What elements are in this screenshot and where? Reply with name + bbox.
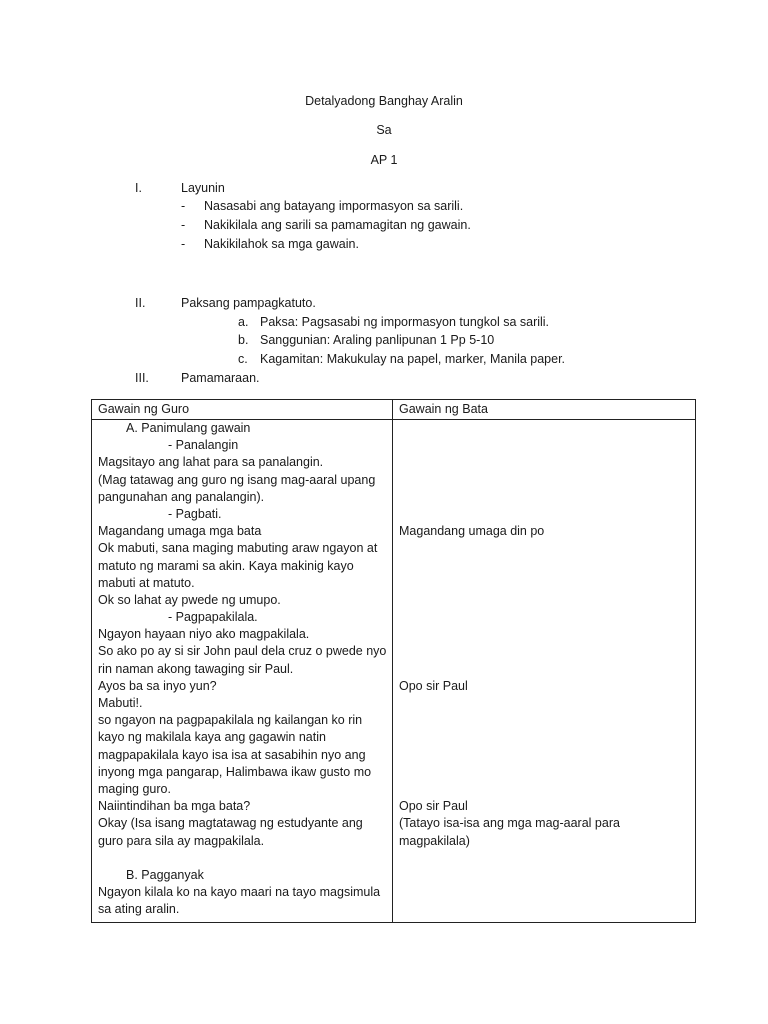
teacher-line: rin naman akong tawaging sir Paul. — [98, 661, 294, 676]
document-title: Detalyadong Banghay Aralin — [305, 94, 463, 108]
bullet-dash: - — [181, 237, 186, 251]
blank-line — [399, 764, 689, 781]
section-1-numeral: I. — [135, 181, 142, 195]
student-line: magpakilala) — [399, 833, 470, 848]
teacher-line: Ngayon hayaan niyo ako magpakilala. — [98, 627, 310, 642]
student-activities-cell — [393, 420, 696, 923]
section-2-numeral: II. — [135, 296, 146, 310]
list-marker: b. — [238, 333, 249, 347]
teacher-line: Naiintindihan ba mga bata? — [98, 799, 251, 814]
reference-item: Sanggunian: Araling panlipunan 1 Pp 5-10 — [260, 333, 495, 347]
blank-line — [399, 437, 689, 454]
teacher-line: - Panalangin — [168, 438, 239, 453]
blank-line — [399, 558, 689, 575]
teacher-line: Ayos ba sa inyo yun? — [98, 678, 217, 693]
teacher-line: Ok so lahat ay pwede ng umupo. — [98, 592, 281, 607]
blank-line — [399, 472, 689, 489]
blank-line — [399, 867, 689, 884]
blank-line — [399, 540, 689, 557]
objective-item: Nakikilala ang sarili sa pamamagitan ng gawain. — [204, 218, 471, 232]
student-column-header: Gawain ng Bata — [393, 400, 696, 420]
section-1-heading: Layunin — [181, 181, 225, 195]
blank-line — [399, 592, 689, 609]
teacher-line: A. Panimulang gawain — [126, 421, 251, 435]
blank-line — [399, 661, 689, 678]
teacher-line: - Pagpapakilala. — [168, 610, 258, 625]
teacher-line: mabuti at matuto. — [98, 575, 195, 590]
teacher-line: - Pagbati. — [168, 506, 222, 521]
student-line: (Tatayo isa-isa ang mga mag-aaral para — [399, 816, 620, 831]
objective-item: Nasasabi ang batayang impormasyon sa sarili. — [204, 199, 464, 213]
student-line: Magandang umaga din po — [399, 524, 545, 539]
teacher-line: Mabuti!. — [98, 696, 143, 710]
objective-item: Nakikilahok sa mga gawain. — [204, 237, 359, 251]
blank-line — [399, 506, 689, 523]
teacher-column-header: Gawain ng Guro — [92, 400, 393, 420]
blank-line — [399, 901, 689, 918]
teacher-line: Magsitayo ang lahat para sa panalangin. — [98, 455, 324, 470]
teacher-line: (Mag tatawag ang guro ng isang mag-aaral upang — [98, 472, 376, 487]
materials-item: Kagamitan: Makukulay na papel, marker, Manila paper. — [260, 352, 566, 366]
teacher-line: guro para sila ay magpakilala. — [98, 833, 265, 848]
table-header-row — [92, 400, 696, 420]
teacher-line: maging guro. — [98, 781, 171, 796]
teacher-activities-cell — [92, 420, 393, 923]
blank-line — [399, 695, 689, 712]
blank-line — [399, 747, 689, 764]
teacher-line: pangunahan ang panalangin). — [98, 489, 265, 504]
list-marker: c. — [238, 352, 248, 366]
teacher-line: Okay (Isa isang magtatawag ng estudyante ang — [98, 816, 363, 831]
teacher-line: Ok mabuti, sana maging mabuting araw ngayon at — [98, 541, 378, 556]
teacher-line: sa ating aralin. — [98, 902, 180, 917]
blank-line — [399, 712, 689, 729]
document-subtitle: Sa — [376, 123, 392, 137]
teacher-line: magpapakilala kayo isa isa at sasabihin nyo ang — [98, 747, 366, 762]
blank-line — [399, 489, 689, 506]
teacher-line: B. Pagganyak — [126, 867, 204, 882]
teacher-line: Ngayon kilala ko na kayo maari na tayo magsimula — [98, 885, 381, 900]
blank-line — [98, 850, 386, 867]
blank-line — [399, 781, 689, 798]
teacher-line: kayo ng makilala kaya ang gagawin natin — [98, 730, 326, 745]
blank-line — [399, 729, 689, 746]
bullet-dash: - — [181, 199, 186, 213]
blank-line — [399, 420, 689, 437]
blank-line — [399, 454, 689, 471]
list-marker: a. — [238, 315, 249, 329]
topic-item: Paksa: Pagsasabi ng impormasyon tungkol sa sarili. — [260, 315, 550, 329]
section-2-heading: Paksang pampagkatuto. — [181, 296, 316, 310]
teacher-line: Magandang umaga mga bata — [98, 524, 262, 539]
section-3-numeral: III. — [135, 371, 149, 385]
teacher-line: so ngayon na pagpapakilala ng kailangan ko rin — [98, 713, 363, 728]
blank-line — [399, 575, 689, 592]
blank-line — [399, 609, 689, 626]
table-row — [92, 420, 696, 923]
student-line: Opo sir Paul — [399, 799, 468, 814]
bullet-dash: - — [181, 218, 186, 232]
blank-line — [399, 884, 689, 901]
lesson-table — [91, 399, 696, 923]
teacher-line: matuto ng marami sa akin. Kaya makinig kayo — [98, 558, 354, 573]
blank-line — [399, 850, 689, 867]
section-3-heading: Pamamaraan. — [181, 371, 260, 385]
student-line: Opo sir Paul — [399, 678, 468, 693]
teacher-line: inyong mga pangarap, Halimbawa ikaw gusto mo — [98, 764, 372, 779]
subject-label: AP 1 — [370, 153, 398, 167]
teacher-line: So ako po ay si sir John paul dela cruz o pwede nyo — [98, 644, 387, 659]
blank-line — [399, 626, 689, 643]
blank-line — [399, 643, 689, 660]
